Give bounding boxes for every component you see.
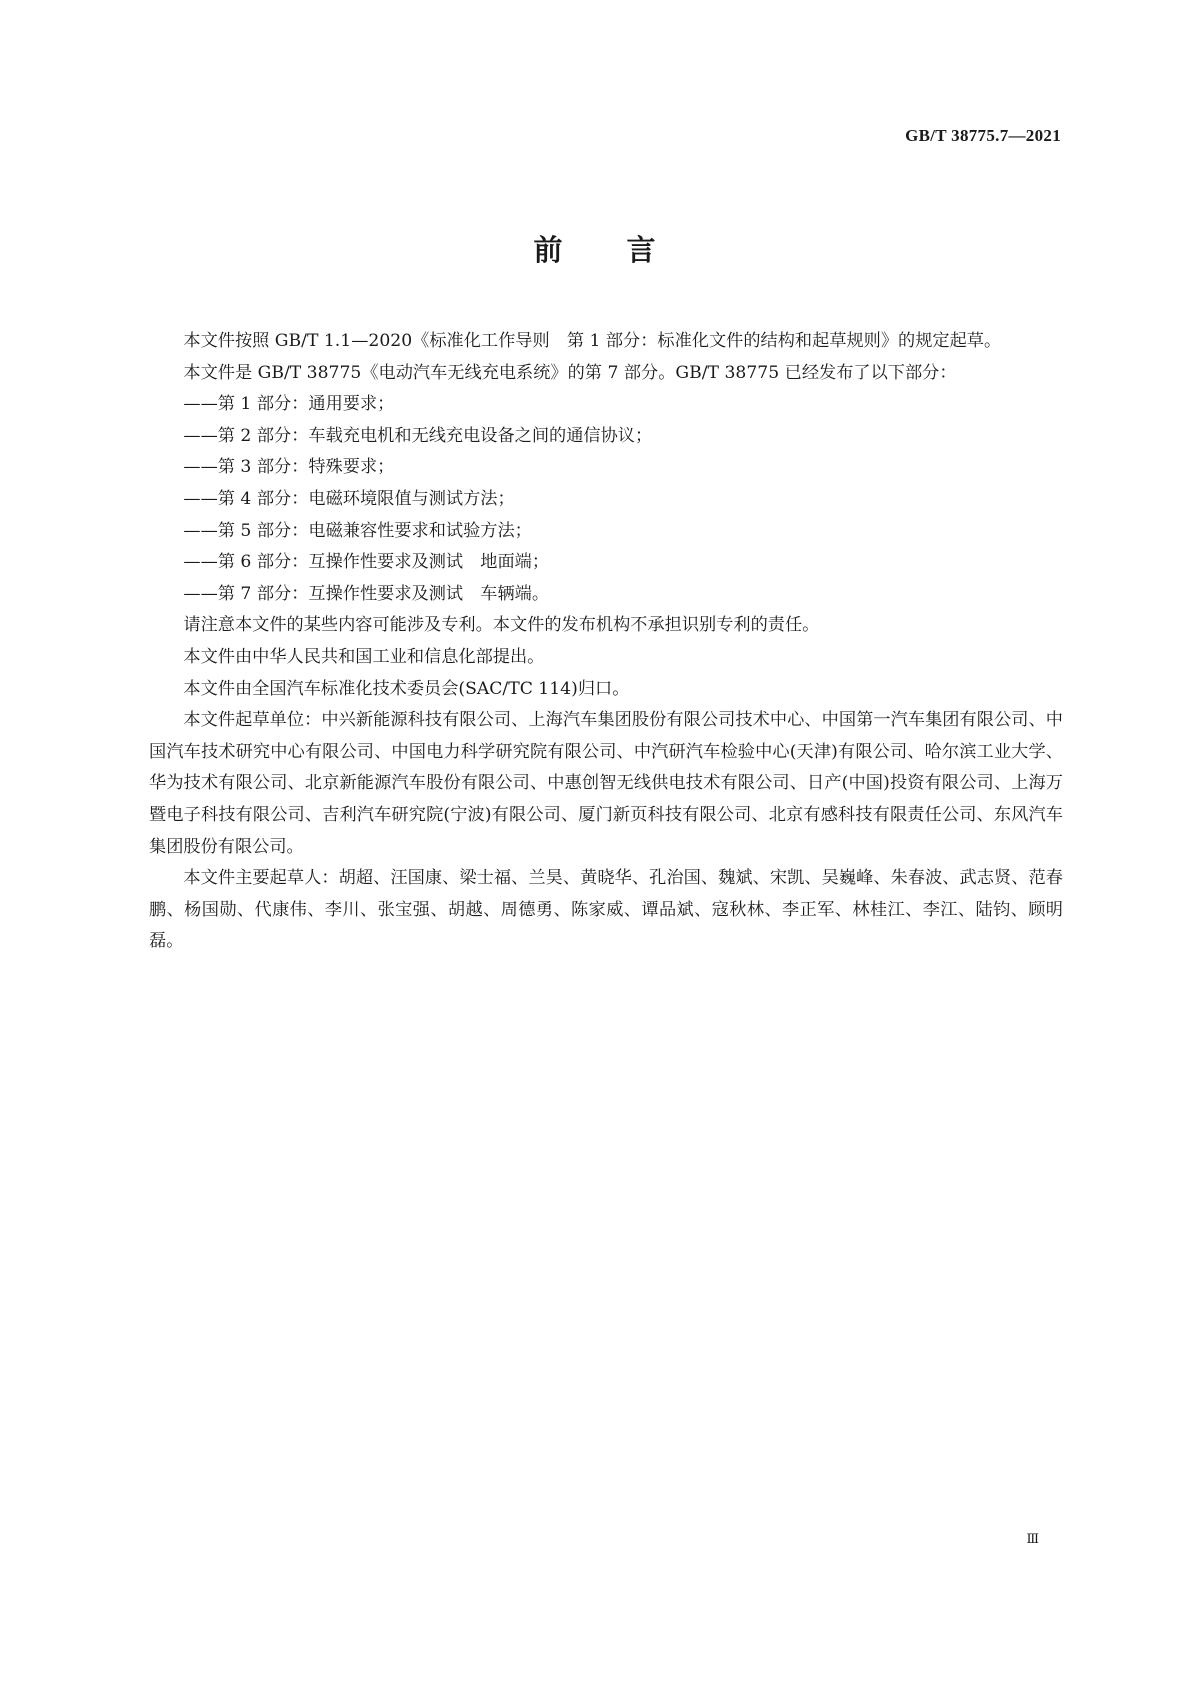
list-item-part-5: ——第 5 部分：电磁兼容性要求和试验方法； bbox=[183, 520, 532, 541]
page-title bbox=[0, 228, 1191, 269]
list-item-part-6: ——第 6 部分：互操作性要求及测试 地面端； bbox=[183, 552, 550, 573]
list-item-part-7: ——第 7 部分：互操作性要求及测试 车辆端。 bbox=[183, 583, 550, 604]
paragraph-drafters: 本文件主要起草人：胡超、汪国康、梁士福、兰昊、黄晓华、孔治国、魏斌、宋凯、吴巍峰、朱春波、武志贤、范春鹏、杨国勋、代康伟、李川、张宝强、胡越、周德勇、陈家威、谭品斌、寇秋林、李正军、林桂江、李江、陆钧、顾明磊。 bbox=[149, 868, 1063, 952]
paragraph-drafting-rules: 本文件按照 GB/T 1.1—2020《标准化工作导则 第 1 部分：标准化文件的结构和起草规则》的规定起草。 bbox=[183, 331, 1002, 351]
foreword-body bbox=[149, 326, 1063, 958]
list-item-part-3: ——第 3 部分：特殊要求； bbox=[183, 457, 395, 478]
paragraph-patent-notice: 请注意本文件的某些内容可能涉及专利。本文件的发布机构不承担识别专利的责任。 bbox=[183, 615, 820, 636]
paragraph-part-intro: 本文件是 GB/T 38775《电动汽车无线充电系统》的第 7 部分。GB/T 38775 已经发布了以下部分： bbox=[183, 362, 957, 383]
list-item-part-1: ——第 1 部分：通用要求； bbox=[183, 394, 395, 415]
list-item-part-4: ——第 4 部分：电磁环境限值与测试方法； bbox=[183, 488, 515, 509]
title-char-2: 言 bbox=[626, 233, 658, 267]
title-char-1: 前 bbox=[533, 233, 565, 267]
standard-code: GB/T 38775.7—2021 bbox=[905, 126, 1061, 145]
list-item-part-2: ——第 2 部分：车载充电机和无线充电设备之间的通信协议； bbox=[183, 425, 653, 446]
paragraph-proposer: 本文件由中华人民共和国工业和信息化部提出。 bbox=[183, 646, 545, 667]
paragraph-technical-committee: 本文件由全国汽车标准化技术委员会(SAC/TC 114)归口。 bbox=[183, 678, 630, 699]
page-number: Ⅲ bbox=[1026, 1532, 1039, 1547]
paragraph-drafting-organizations: 本文件起草单位：中兴新能源科技有限公司、上海汽车集团股份有限公司技术中心、中国第一汽车集团有限公司、中国汽车技术研究中心有限公司、中国电力科学研究院有限公司、中汽研汽车检验中心(天津)有限公司、哈尔滨工业大学、华为技术有限公司、北京新能源汽车股份有限公司、中惠创智无线供电技术有限公司、日产(中国)投资有限公司、上海万暨电子科技有限公司、吉利汽车研究院(宁波)有限公司、厦门新页科技有限公司、北京有感科技有限责任公司、东风汽车集团股份有限公司。 bbox=[149, 710, 1063, 857]
